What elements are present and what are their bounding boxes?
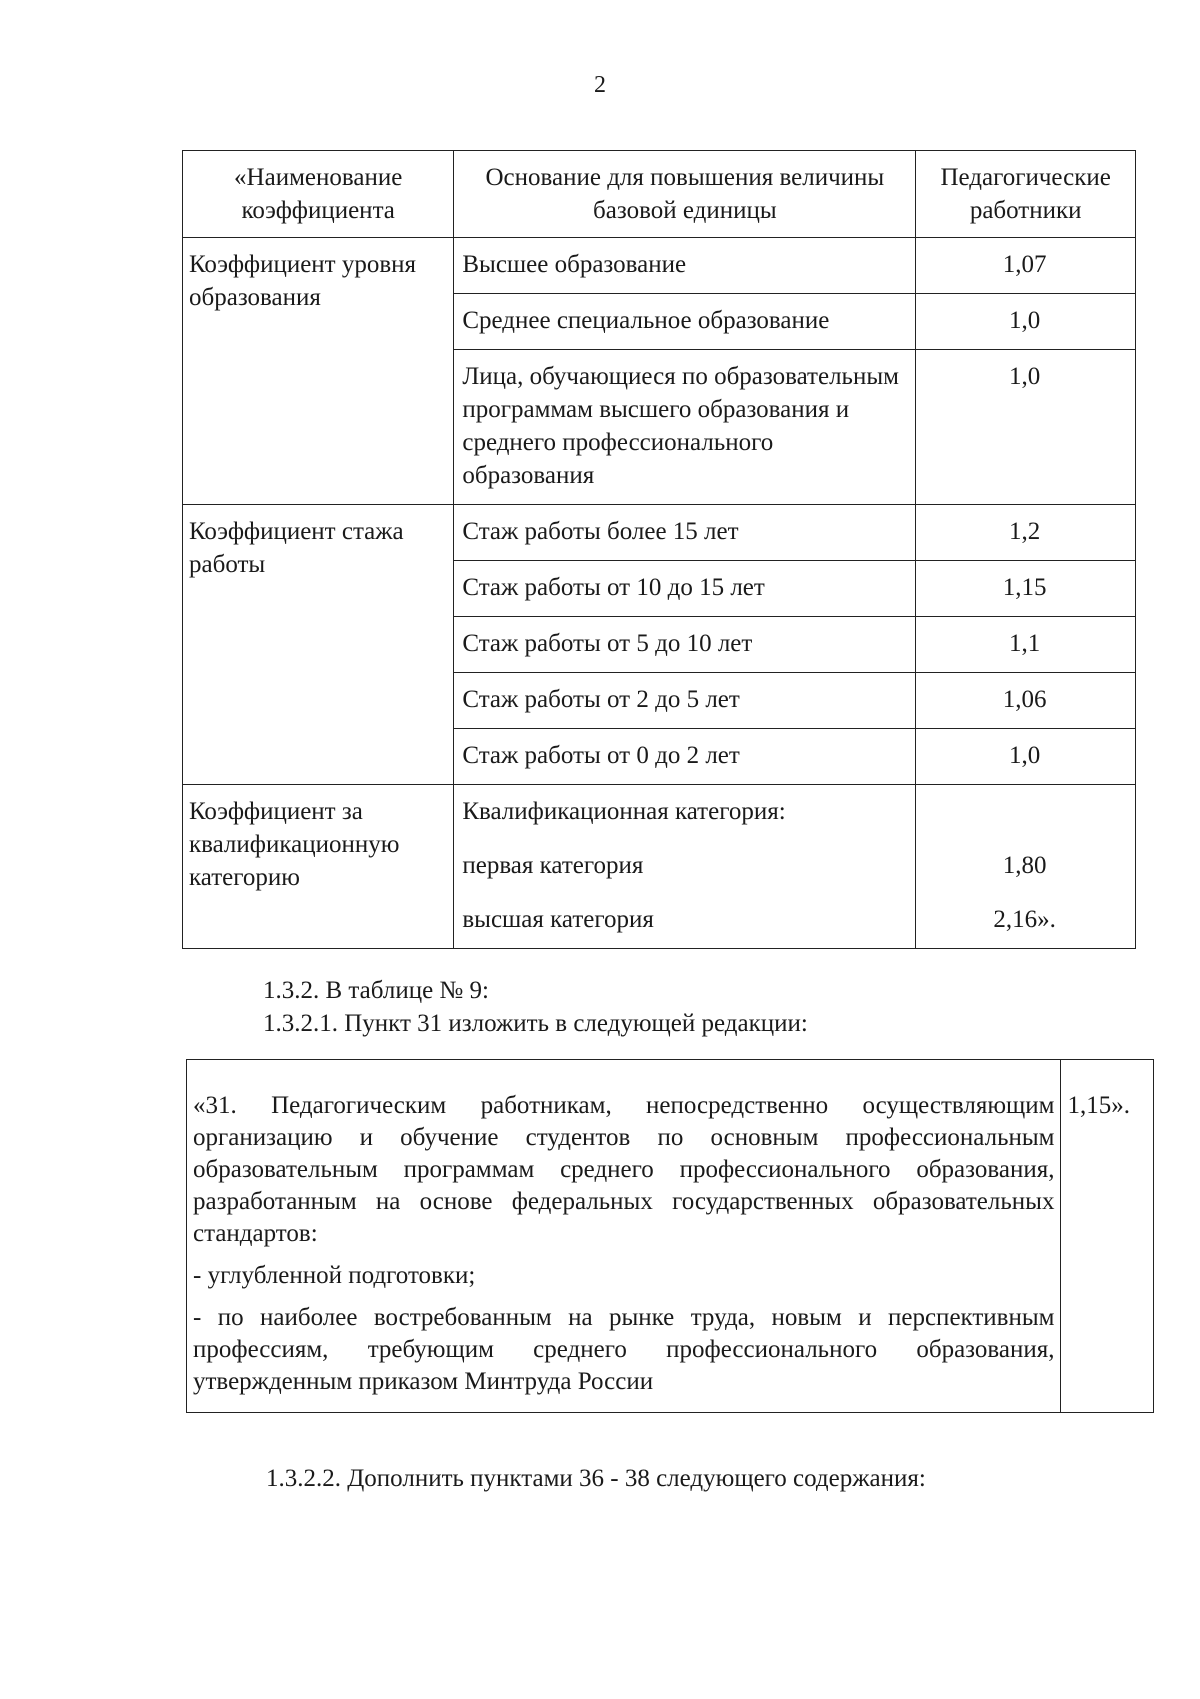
value-cell: 1,2 [916, 505, 1136, 561]
basis-cell [454, 785, 916, 949]
basis-cell: Стаж работы от 2 до 5 лет [454, 673, 916, 729]
value-cell: 1,07 [916, 238, 1136, 294]
coefficient-qualification: Коэффициент за квалификационную категорию [183, 785, 454, 949]
header-coefficient-name: «Наименование коэффициента [183, 151, 454, 238]
value-cell: 1,06 [916, 673, 1136, 729]
value-cell: 1,0 [916, 294, 1136, 350]
value-cell: 1,1 [916, 617, 1136, 673]
item-31-text-cell [187, 1060, 1061, 1413]
basis-cell: Стаж работы более 15 лет [454, 505, 916, 561]
coefficient-work-experience: Коэффициент стажа работы [183, 505, 454, 785]
table-row [183, 238, 1136, 294]
basis-cell: Среднее специальное образование [454, 294, 916, 350]
basis-cell: Стаж работы от 10 до 15 лет [454, 561, 916, 617]
basis-cell: Высшее образование [454, 238, 916, 294]
coefficient-table [182, 150, 1136, 949]
basis-cell: Стаж работы от 5 до 10 лет [454, 617, 916, 673]
table-row [183, 785, 1136, 949]
value-cell: 1,0 [916, 729, 1136, 785]
item-31-main-text: «31. Педагогическим работникам, непосредственно осуществляющим организацию и обучение студентов по основным профессиональным образовательным программам среднего профессионального образования, разработанным на основе федеральных государственных образовательных стандартов: [193, 1092, 1055, 1247]
page-number: 2 [594, 72, 606, 98]
item-31-sub-1: - углубленной подготовки; [193, 1262, 476, 1289]
paragraph-1-3-2: 1.3.2. В таблице № 9: [263, 977, 489, 1004]
paragraph-1-3-2-2: 1.3.2.2. Дополнить пунктами 36 - 38 следующего содержания: [266, 1465, 926, 1492]
header-basis: Основание для повышения величины базовой единицы [454, 151, 916, 238]
table-header-row [183, 151, 1136, 238]
basis-cell: Лица, обучающиеся по образовательным программам высшего образования и среднего профессионального образования [454, 350, 916, 505]
first-category-value: 1,80 [1002, 852, 1047, 879]
top-category-label: высшая категория [462, 906, 654, 933]
coefficient-education-level: Коэффициент уровня образования [183, 238, 454, 505]
item-31-sub-2: - по наиболее востребованным на рынке труда, новым и перспективным профессиям, требующим среднего профессионального образования, утвержденным приказом Минтруда России [193, 1304, 1055, 1395]
value-cell: 1,0 [916, 350, 1136, 505]
table-row [187, 1060, 1154, 1413]
first-category-label: первая категория [462, 852, 644, 879]
item-31-table [186, 1059, 1154, 1413]
top-category-value: 2,16». [993, 906, 1056, 933]
item-31-value: 1,15». [1061, 1060, 1154, 1413]
paragraph-1-3-2-1: 1.3.2.1. Пункт 31 изложить в следующей редакции: [263, 1010, 808, 1037]
value-cell [916, 785, 1136, 949]
header-pedagogical-workers: Педагогические работники [916, 151, 1136, 238]
value-cell: 1,15 [916, 561, 1136, 617]
basis-cell: Стаж работы от 0 до 2 лет [454, 729, 916, 785]
table-row [183, 505, 1136, 561]
qualification-title: Квалификационная категория: [462, 798, 786, 825]
